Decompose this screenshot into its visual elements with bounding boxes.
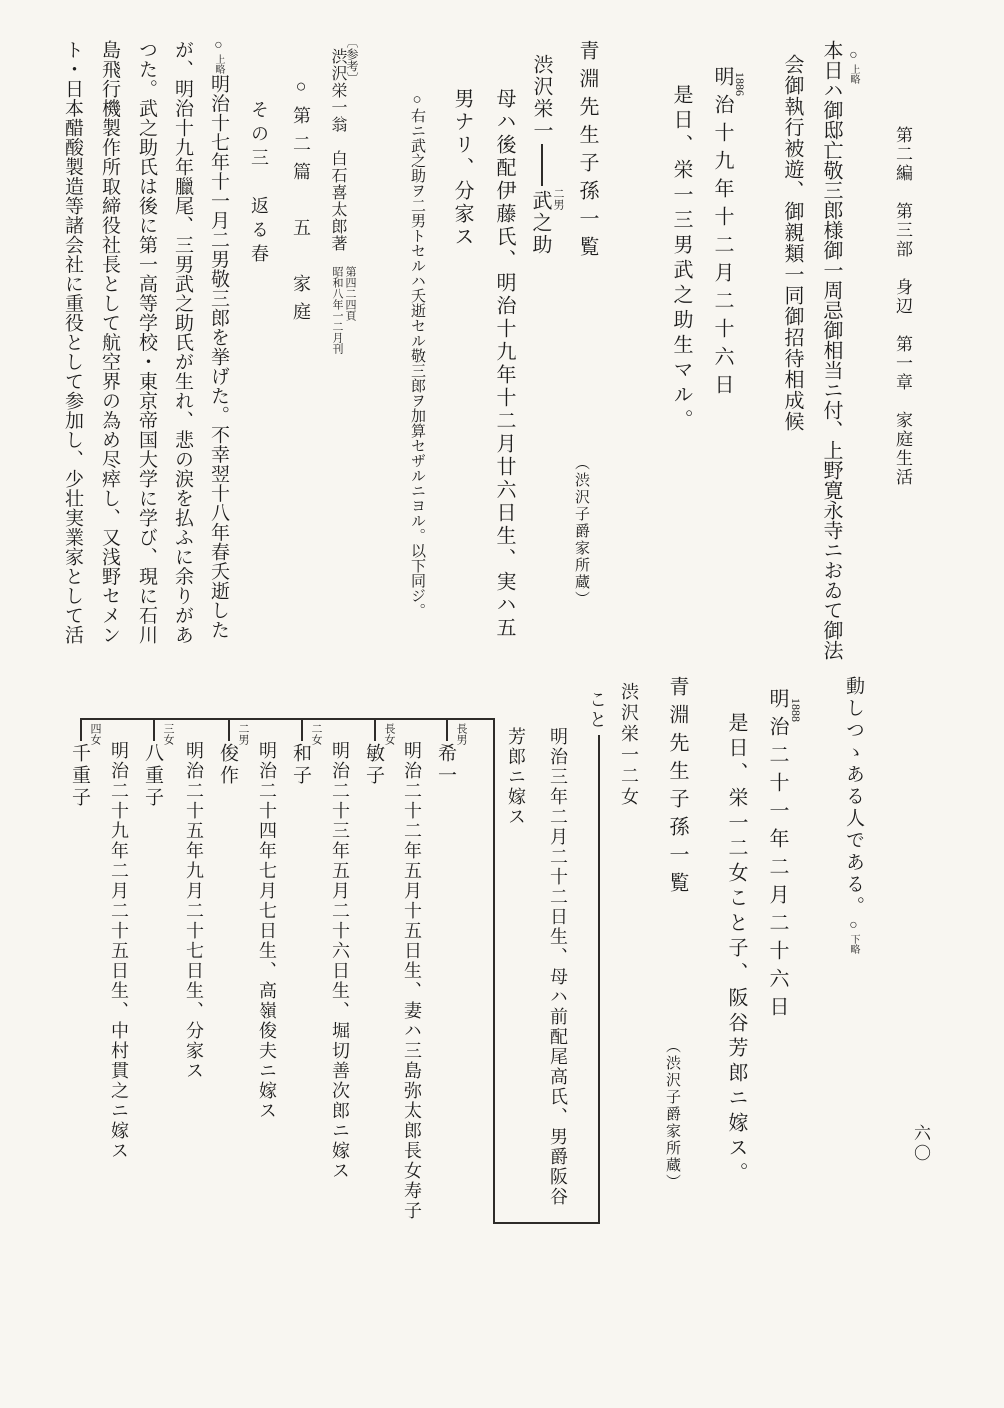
entry-date-1888: 明治二十一年二月二十六日 — [766, 688, 788, 1024]
entry-date-1886: 明治十九年十二月二十六日 — [711, 66, 733, 402]
genealogy-detail-line-2: 男ナリ、分家ス — [451, 88, 473, 249]
omission-label: 上略 — [848, 64, 859, 84]
tree-tick — [446, 718, 448, 741]
child-name: 敏子 — [363, 743, 384, 787]
genealogy-detail-line-1: 母ハ後配伊藤氏、明治十九年十二月廿六日生、実ハ五 — [493, 88, 515, 640]
child-detail: 明治二十九年二月二十五日生、中村貫之ニ嫁ス — [109, 741, 129, 1161]
year-label-1888: 1888 — [789, 698, 803, 722]
tree-tick — [80, 718, 82, 741]
letter-line-1: 本日ハ御邸亡敬三郎様御一周忌御相当ニ付、上野寛永寺ニおゐて御法 — [820, 40, 842, 660]
omission-label: 下略 — [848, 934, 859, 954]
genealogy-connector-line — [541, 144, 543, 186]
omission-mark: ○ — [846, 48, 861, 64]
tree-line-bottom — [493, 1222, 600, 1224]
reference-section: その三 返る春 — [249, 100, 269, 268]
omission-label: 上略 — [213, 54, 224, 74]
genealogy-child-name: 武之助 — [529, 190, 551, 256]
reference-body-line-1 — [209, 38, 228, 640]
omission-mark: ○ — [846, 918, 861, 934]
reference-body-text: 明治十七年十一月二男敬三郎を挙げた。不幸翌十八年春夭逝した — [208, 74, 229, 640]
tree-line-person-descent — [598, 735, 600, 1224]
child-detail: 明治二十五年九月二十七日生、分家ス — [184, 741, 204, 1081]
child-name: 俊作 — [217, 743, 238, 787]
child-birth-order-label: 四女 — [89, 723, 101, 745]
reference-work-title: 渋沢栄一翁 白石喜太郎著 — [329, 48, 346, 252]
genealogy-title-1888: 青淵先生子孫一覧 — [666, 676, 688, 900]
tree-tick — [374, 718, 376, 741]
child-birth-order-label: 長男 — [455, 723, 467, 745]
tree-tick — [301, 718, 303, 741]
genealogy-editor-note: ○右ニ武之助ヲ二男トセルハ夭逝セル敬三郎ヲ加算セザルニヨル。以下同ジ。 — [409, 92, 425, 618]
tree-tick — [228, 718, 230, 741]
tree-tick — [153, 718, 155, 741]
child-birth-order-label: 二女 — [310, 723, 322, 745]
child-name: 和子 — [290, 743, 311, 787]
reference-body-line-3: つた。武之助氏は後に第一高等学校・東京帝国大学に学び、現に石川 — [136, 40, 157, 645]
reference-body-line-2: が、明治十九年臘尾、三男武之助氏が生れ、悲の涙を払ふに余りがあ — [172, 40, 193, 645]
tree-line-branch — [80, 718, 495, 720]
reference-body-continuation — [844, 676, 863, 954]
reference-published: 昭和八年一二月刊 — [331, 266, 343, 354]
child-birth-order-label: 三女 — [162, 723, 174, 745]
genealogy-parent-name-1888: 渋沢栄一二女 — [619, 682, 639, 808]
omission-mark: ○ — [211, 38, 226, 54]
genealogy-title-1886: 青淵先生子孫一覧 — [576, 40, 598, 264]
genealogy-person-detail-1: 明治三年二月二十二日生、母ハ前配尾高氏、男爵阪谷 — [548, 727, 568, 1207]
genealogy-source-1888: （渋沢子爵家所蔵） — [664, 1038, 680, 1191]
genealogy-parent-name: 渋沢栄一 — [530, 54, 552, 142]
genealogy-person-detail-2: 芳郎ニ嫁ス — [506, 727, 526, 827]
genealogy-child-label: 二男 — [552, 188, 564, 210]
entry-event-1888: 是日、栄一二女こと子、阪谷芳郎ニ嫁ス。 — [725, 712, 747, 1187]
child-name: 希一 — [435, 743, 456, 787]
child-name: 千重子 — [69, 743, 90, 809]
year-label-1886: 1886 — [733, 72, 747, 96]
child-detail: 明治二十四年七月七日生、高嶺俊夫ニ嫁ス — [257, 741, 277, 1121]
child-birth-order-label: 長女 — [383, 723, 395, 745]
child-name: 八重子 — [142, 743, 163, 809]
genealogy-person-name: こと — [587, 690, 607, 730]
reference-page-ref: 第四二四頁 — [344, 266, 356, 321]
reference-body-text: 動しつゝある人である。 — [843, 676, 864, 918]
reference-body-line-5: ト・日本醋酸製造等諸会社に重役として参加し、少壮実業家として活 — [62, 40, 83, 645]
genealogy-source-1886: （渋沢子爵家所蔵） — [573, 455, 589, 608]
reference-label: 〔参考〕 — [345, 36, 359, 84]
tree-line-left — [493, 718, 495, 1224]
child-detail: 明治二十二年五月十五日生、妻ハ三島弥太郎長女寿子 — [402, 741, 422, 1221]
running-head: 第二編 第三部 身辺 第一章 家庭生活 — [893, 126, 912, 487]
entry-event-1886: 是日、栄一三男武之助生マル。 — [670, 84, 692, 434]
reference-body-line-4: 島飛行機製作所取締役社長として航空界の為め尽瘁し、又浅野セメン — [99, 40, 120, 645]
letter-line-2: 会御執行被遊、御親類一同御招待相成候 — [781, 54, 803, 432]
reference-chapter: ○第二篇 五 家庭 — [291, 76, 311, 330]
child-birth-order-label: 二男 — [237, 723, 249, 745]
child-detail: 明治二十三年五月二十六日生、堀切善次郎ニ嫁ス — [330, 741, 350, 1181]
page-number: 六〇 — [911, 1124, 930, 1164]
omission-note-top — [845, 48, 861, 84]
